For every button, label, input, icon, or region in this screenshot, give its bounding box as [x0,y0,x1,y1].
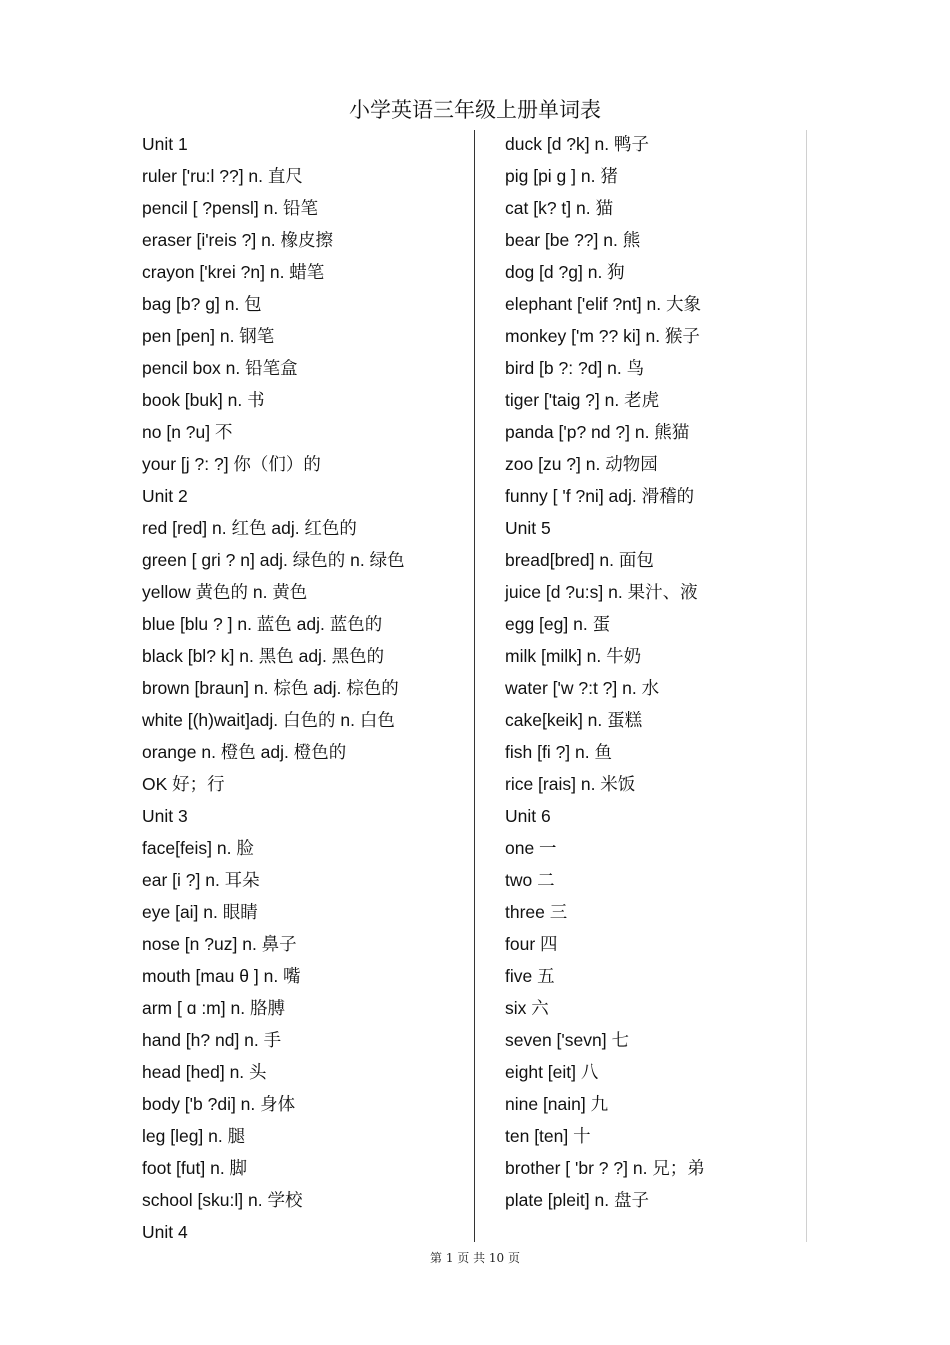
vocab-line: ear [i ?] n. 耳朵 [142,870,260,890]
vocab-line: bag [b? g] n. 包 [142,294,262,314]
vocab-line: four 四 [505,934,558,954]
vocab-line: plate [pleit] n. 盘子 [505,1190,649,1210]
left-word-column [142,130,467,1250]
vocab-line: head [hed] n. 头 [142,1062,267,1082]
vocab-line: pig [pi ɡ ] n. 猪 [505,166,618,186]
vocab-line: hand [h? nd] n. 手 [142,1030,282,1050]
vocab-line: red [red] n. 红色 adj. 红色的 [142,518,357,538]
vocab-line: one 一 [505,838,557,858]
vocab-line: OK 好；行 [142,774,225,794]
vocab-line: cat [k? t] n. 猫 [505,198,613,218]
vocab-line: dog [d ?g] n. 狗 [505,262,625,282]
vocab-line: eraser [i'reis ?] n. 橡皮擦 [142,230,334,250]
vocab-line: juice [d ?u:s] n. 果汁、液 [505,582,698,602]
vocab-line: monkey ['m ?? ki] n. 猴子 [505,326,700,346]
vocab-line: mouth [mau θ ] n. 嘴 [142,966,301,986]
vocab-line: nose [n ?uz] n. 鼻子 [142,934,297,954]
vocab-line: Unit 4 [142,1222,188,1242]
vocab-line: zoo [zu ?] n. 动物园 [505,454,658,474]
vocab-line: rice [rais] n. 米饭 [505,774,636,794]
vocab-line: body ['b ?di] n. 身体 [142,1094,296,1114]
vocab-line: seven ['sevn] 七 [505,1030,629,1050]
vocab-line: egg [eg] n. 蛋 [505,614,611,634]
vocab-line: Unit 2 [142,486,188,506]
vocab-line: yellow 黄色的 n. 黄色 [142,582,308,602]
vocab-line: eight [eit] 八 [505,1062,599,1082]
vocab-line: fish [fi ?] n. 鱼 [505,742,612,762]
page-title: 小学英语三年级上册单词表 [349,98,601,122]
vocab-line: Unit 5 [505,518,551,538]
vocab-line: cake[keik] n. 蛋糕 [505,710,643,730]
vocab-line: leg [leg] n. 腿 [142,1126,246,1146]
vocab-line: bread[bred] n. 面包 [505,550,654,570]
vocab-line: ruler ['ru:l ??] n. 直尺 [142,166,303,186]
vocab-line: face[feis] n. 脸 [142,838,254,858]
vocab-line: pen [pen] n. 钢笔 [142,326,275,346]
vocab-line: panda ['p? nd ?] n. 熊猫 [505,422,690,442]
vocab-line: ten [ten] 十 [505,1126,591,1146]
vocab-line: milk [milk] n. 牛奶 [505,646,642,666]
vocab-line: six 六 [505,998,549,1018]
vocab-line: two 二 [505,870,555,890]
vocab-line: orange n. 橙色 adj. 橙色的 [142,742,347,762]
vocab-line: duck [d ?k] n. 鸭子 [505,134,649,154]
vocab-line: green [ gri ? n] adj. 绿色的 n. 绿色 [142,550,405,570]
vocab-line: crayon ['krei ?n] n. 蜡笔 [142,262,325,282]
vocab-line: bear [be ??] n. 熊 [505,230,641,250]
vocab-line: nine [nain] 九 [505,1094,609,1114]
vocab-line: book [buk] n. 书 [142,390,265,410]
vocab-line: three 三 [505,902,568,922]
vocab-line: Unit 3 [142,806,188,826]
right-margin-rule [806,130,807,1242]
column-divider [474,130,475,1242]
vocab-line: blue [blu ? ] n. 蓝色 adj. 蓝色的 [142,614,383,634]
vocab-line: pencil [ ?pensl] n. 铅笔 [142,198,319,218]
vocab-line: water ['w ?:t ?] n. 水 [505,678,660,698]
vocab-line: bird [b ?: ?d] n. 鸟 [505,358,645,378]
vocab-line: no [n ?u] 不 [142,422,233,442]
vocab-line: foot [fut] n. 脚 [142,1158,248,1178]
vocab-line: funny [ 'f ?ni] adj. 滑稽的 [505,486,695,506]
vocab-line: brown [braun] n. 棕色 adj. 棕色的 [142,678,399,698]
vocab-line: pencil box n. 铅笔盒 [142,358,298,378]
vocab-line: Unit 6 [505,806,551,826]
vocab-line: your [j ?: ?] 你（们）的 [142,454,321,474]
vocab-line: white [(h)wait]adj. 白色的 n. 白色 [142,710,395,730]
vocab-line: arm [ ɑ :m] n. 胳膊 [142,998,285,1018]
page-footer: 第 1 页 共 10 页 [430,1251,520,1265]
vocab-line: tiger ['taig ?] n. 老虎 [505,390,660,410]
vocab-line: black [bl? k] n. 黑色 adj. 黑色的 [142,646,385,666]
vocab-line: school [sku:l] n. 学校 [142,1190,303,1210]
vocab-line: Unit 1 [142,134,188,154]
vocab-line: eye [ai] n. 眼睛 [142,902,258,922]
right-word-column [505,130,805,1218]
vocab-line: elephant ['elif ?nt] n. 大象 [505,294,701,314]
vocab-line: five 五 [505,966,555,986]
vocab-line: brother [ 'br ? ?] n. 兄；弟 [505,1158,705,1178]
